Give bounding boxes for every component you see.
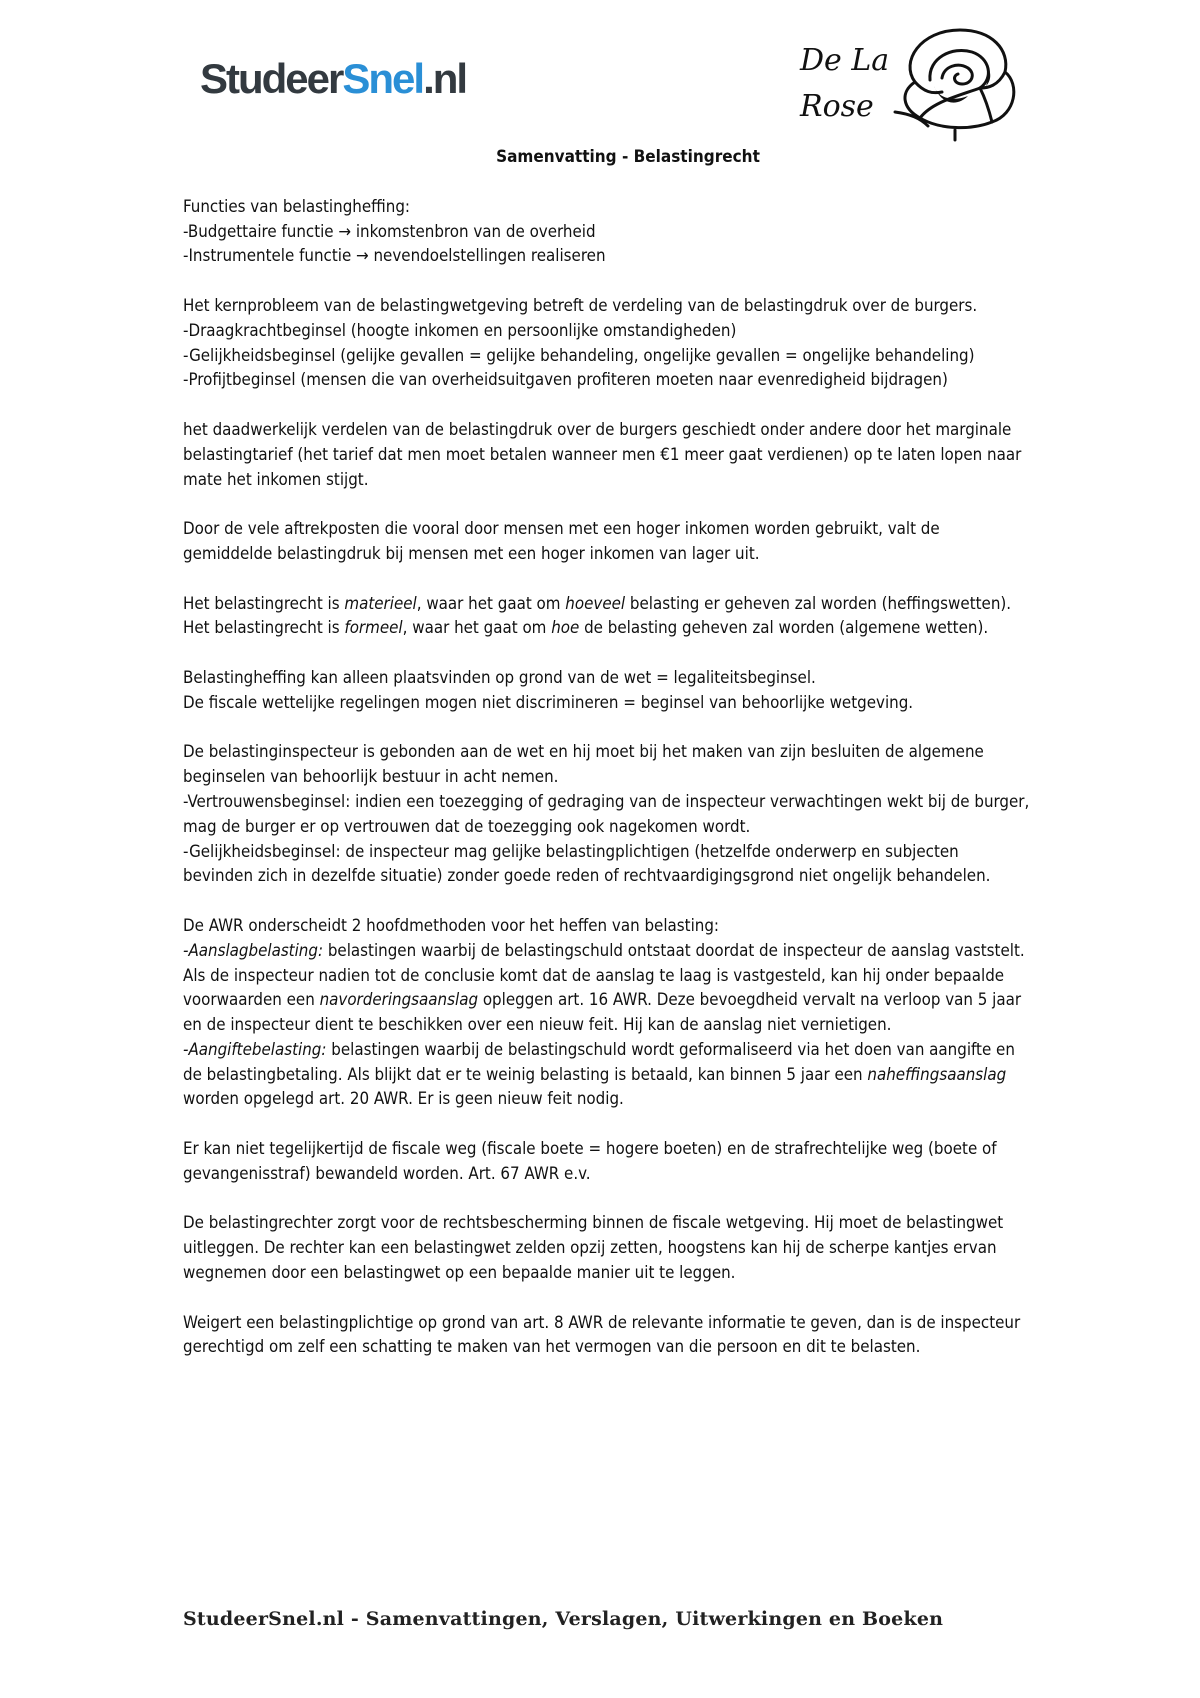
document-body: [183, 145, 1033, 1384]
brand-line-1: De La: [800, 43, 890, 78]
paragraph-inspecteur: De belastinginspecteur is gebonden aan de wet en hij moet bij het maken van zijn besluiten de algemene beginselen van behoorlijk bestuur in acht nemen. -Vertrouwensbeginsel: indien een toezegging of gedraging van de inspecteur verwachtingen wekt bij de burger, mag de burger er op vertrouwen dat de toezegging ook nagekomen wordt. -Gelijkheidsbeginsel: de inspecteur mag gelijke belastingplichtigen (hetzelfde onderwerp en subjecten bevinden zich in dezelfde situatie) zonder goede reden of rechtvaardigingsgrond niet ongelijk behandelen.: [183, 741, 1030, 886]
paragraph-materieel-formeel: Het belastingrecht is materieel, waar het gaat om hoeveel belasting er geheven zal worden (heffingswetten). Het belastingrecht is formeel, waar het gaat om hoe de belasting geheven zal worden (algemene wetten).: [183, 592, 1012, 638]
logo-part-studeer: Studeer: [200, 55, 343, 102]
paragraph-belastingrechter: De belastingrechter zorgt voor de rechtsbescherming binnen de fiscale wetgeving. Hij moet de belastingwet uitleggen. De rechter kan een belastingwet zelden opzij zetten, hoogstens kan hij de scherpe kantjes ervan wegnemen door een belastingwet op een bepaalde manier uit te leggen.: [183, 1212, 1004, 1283]
paragraph-awr-methoden: De AWR onderscheidt 2 hoofdmethoden voor het heffen van belasting: -Aanslagbelasting: belastingen waarbij de belastingschuld ontstaat doordat de inspecteur de aanslag vaststelt. Als de inspecteur nadien tot de conclusie komt dat de aanslag te laag is vastgesteld, kan hij onder bepaalde voorwaarden een navorderingsaanslag opleggen art. 16 AWR. Deze bevoegdheid vervalt na verloop van 5 jaar en de inspecteur dient te beschikken over een nieuw feit. Hij kan de aanslag niet vernietigen. -Aangiftebelasting: belastingen waarbij de belastingschuld wordt geformaliseerd via het doen van aangifte en de belastingbetaling. Als blijkt dat er te weinig belasting is betaald, kan binnen 5 jaar een naheffingsaanslag worden opgelegd art. 20 AWR. Er is geen nieuw feit nodig.: [183, 914, 1025, 1109]
paragraph-kernprobleem: Het kernprobleem van de belastingwetgeving betreft de verdeling van de belastingdruk over de burgers. -Draagkrachtbeginsel (hoogte inkomen en persoonlijke omstandigheden) -Gelijkheidsbeginsel (gelijke gevallen = gelijke behandeling, ongelijke gevallen = ongelijke behandeling) -Profijtbeginsel (mensen die van overheidsuitgaven profiteren moeten naar evenredigheid bijdragen): [183, 294, 978, 390]
paragraph-marginaal-tarief: het daadwerkelijk verdelen van de belastingdruk over de burgers geschiedt onder andere door het marginale belastingtarief (het tarief dat men moet betalen wanneer men €1 meer gaat verdienen) op te laten lopen naar mate het inkomen stijgt.: [183, 418, 1022, 489]
brand-text: [800, 38, 889, 130]
paragraph-aftrekposten: Door de vele aftrekposten die vooral door mensen met een hoger inkomen worden gebruikt, valt de gemiddelde belastingdruk bij mensen met een hoger inkomen van lager uit.: [183, 518, 940, 563]
document-title: Samenvatting - Belastingrecht: [496, 147, 760, 167]
rose-icon: [880, 22, 1030, 142]
paragraph-fiscale-weg: Er kan niet tegelijkertijd de fiscale weg (fiscale boete = hogere boeten) en de strafrechtelijke weg (boete of gevangenisstraf) bewandeld worden. Art. 67 AWR e.v.: [183, 1138, 997, 1183]
paragraph-schatting: Weigert een belastingplichtige op grond van art. 8 AWR de relevante informatie te geven, dan is de inspecteur gerechtigd om zelf een schatting te maken van het vermogen van die persoon en dit te belasten.: [183, 1311, 1021, 1357]
paragraph-functies: Functies van belastingheffing: -Budgettaire functie → inkomstenbron van de overheid -Instrumentele functie → nevendoelstellingen realiseren: [183, 195, 606, 266]
logo-part-snel: Snel: [342, 55, 424, 102]
studeersnel-logo[interactable]: [200, 55, 467, 102]
logo-part-nl: .nl: [423, 55, 467, 102]
paragraph-legaliteit: Belastingheffing kan alleen plaatsvinden op grond van de wet = legaliteitsbeginsel. De fiscale wettelijke regelingen mogen niet discrimineren = beginsel van behoorlijke wetgeving.: [183, 666, 914, 712]
brand-line-2: Rose: [800, 89, 874, 124]
footer: StudeerSnel.nl - Samenvattingen, Verslagen, Uitwerkingen en Boeken: [183, 1608, 944, 1630]
